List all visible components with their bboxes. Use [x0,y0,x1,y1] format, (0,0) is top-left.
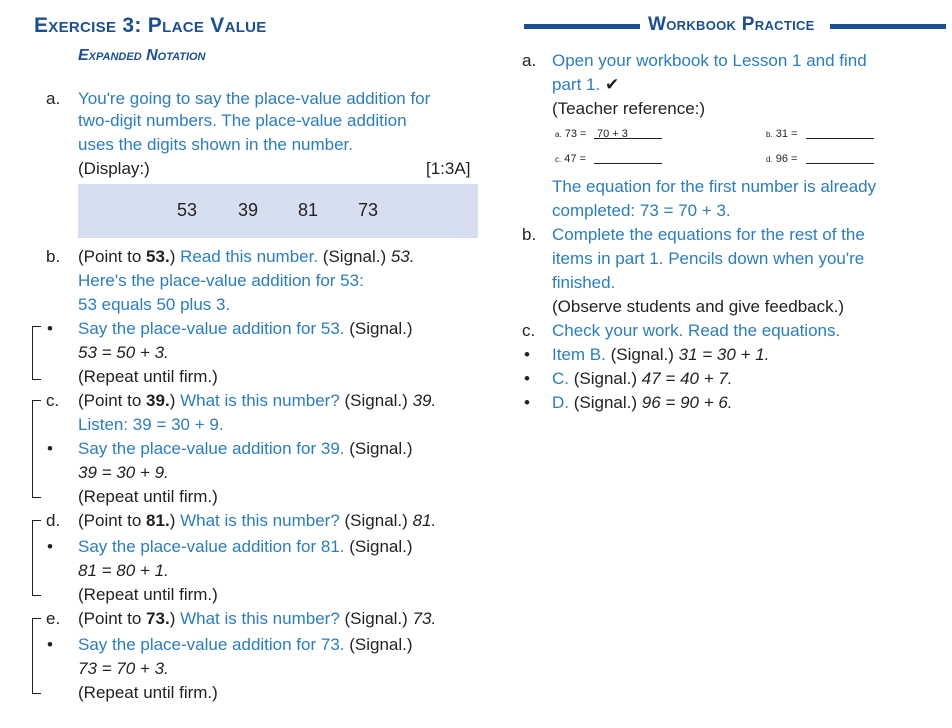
bullet [524,344,530,366]
step-b-letter: b. [46,247,61,266]
step-a-line1: You're going to say the place-value addition for [78,89,431,108]
step-e-letter: e. [46,609,61,628]
bullet [47,536,53,558]
wb-step-c-line1: Check your work. Read the equations. [552,321,841,340]
step-b-line2: Here's the place-value addition for 53: [78,271,364,290]
display-instruction: (Display:) [78,159,150,178]
check-item: D. (Signal.) 96 = 90 + 6. [552,393,733,412]
check-item: C. (Signal.) 47 = 40 + 7. [552,369,733,388]
answer-line [806,138,874,139]
step-b-equation: 53 = 50 + 3. [78,343,169,362]
step-b-repeat: (Repeat until firm.) [78,367,218,386]
wb-step-a-letter: a. [522,51,537,70]
step-c-listen: Listen: 39 = 30 + 9. [78,415,224,434]
step-c-equation: 39 = 30 + 9. [78,463,169,482]
reference-code: [1:3A] [426,159,471,178]
bracket [32,326,41,380]
workbook-title: Workbook Practice [648,14,815,35]
display-number: 73 [358,200,379,220]
answer-line [806,163,874,164]
title-rule-left [524,24,640,29]
ref-item-answer: 70 + 3 [597,128,628,140]
step-d-repeat: (Repeat until firm.) [78,585,218,604]
ref-item: b. 31 = [766,128,798,140]
step-e-equation: 73 = 70 + 3. [78,659,169,678]
bracket [32,400,41,498]
display-number: 81 [298,200,319,220]
bullet [47,634,53,656]
bullet [524,392,530,414]
bullet [524,368,530,390]
step-c-letter: c. [46,391,60,410]
exercise-title: Exercise 3: Place Value [34,14,267,37]
wb-step-a-eq2: completed: 73 = 70 + 3. [552,201,731,220]
step-c-say: Say the place-value addition for 39. (Signal.) [78,439,413,458]
step-a-line2: two-digit numbers. The place-value addition [78,111,407,130]
wb-step-a-line2: part 1. ✔ [552,75,620,94]
teacher-reference: (Teacher reference:) [552,99,706,118]
step-d-line1: (Point to 81.) What is this number? (Signal.) 81. [78,511,437,530]
display-box [78,184,478,238]
step-a-line3: uses the digits shown in the number. [78,135,353,154]
step-d-letter: d. [46,511,61,530]
ref-item: a. 73 = [555,128,587,140]
wb-step-c-letter: c. [522,321,536,340]
check-icon: ✔ [604,75,620,94]
step-e-line1: (Point to 73.) What is this number? (Signal.) 73. [78,609,437,628]
answer-line [594,163,662,164]
wb-step-a-line1: Open your workbook to Lesson 1 and find [552,51,867,70]
bullet [47,318,53,340]
display-number: 53 [177,200,198,220]
wb-step-b-observe: (Observe students and give feedback.) [552,297,844,316]
step-a-letter: a. [46,89,61,108]
wb-step-a-eq1: The equation for the first number is already [552,177,877,196]
wb-step-b-letter: b. [522,225,537,244]
display-number: 39 [238,200,259,220]
step-e-say: Say the place-value addition for 73. (Signal.) [78,635,413,654]
bracket [32,618,41,694]
wb-step-b-line1: Complete the equations for the rest of the [552,225,865,244]
bullet [47,438,53,460]
ref-item: d. 96 = [766,153,798,165]
title-rule-right [830,24,946,29]
bracket [32,520,41,596]
wb-step-b-line3: finished. [552,273,616,292]
step-e-repeat: (Repeat until firm.) [78,683,218,702]
step-c-line1: (Point to 39.) What is this number? (Signal.) 39. [78,391,437,410]
wb-step-b-line2: items in part 1. Pencils down when you're [552,249,865,268]
ref-item: c. 47 = [555,153,587,165]
step-d-say: Say the place-value addition for 81. (Signal.) [78,537,413,556]
step-d-equation: 81 = 80 + 1. [78,561,169,580]
exercise-subtitle: Expanded Notation [78,47,206,64]
check-item: Item B. (Signal.) 31 = 30 + 1. [552,345,770,364]
step-b-line3: 53 equals 50 plus 3. [78,295,231,314]
step-b-say: Say the place-value addition for 53. (Signal.) [78,319,413,338]
step-b-line1: (Point to 53.) Read this number. (Signal.) 53. [78,247,415,266]
step-c-repeat: (Repeat until firm.) [78,487,218,506]
answer-line [594,138,662,139]
